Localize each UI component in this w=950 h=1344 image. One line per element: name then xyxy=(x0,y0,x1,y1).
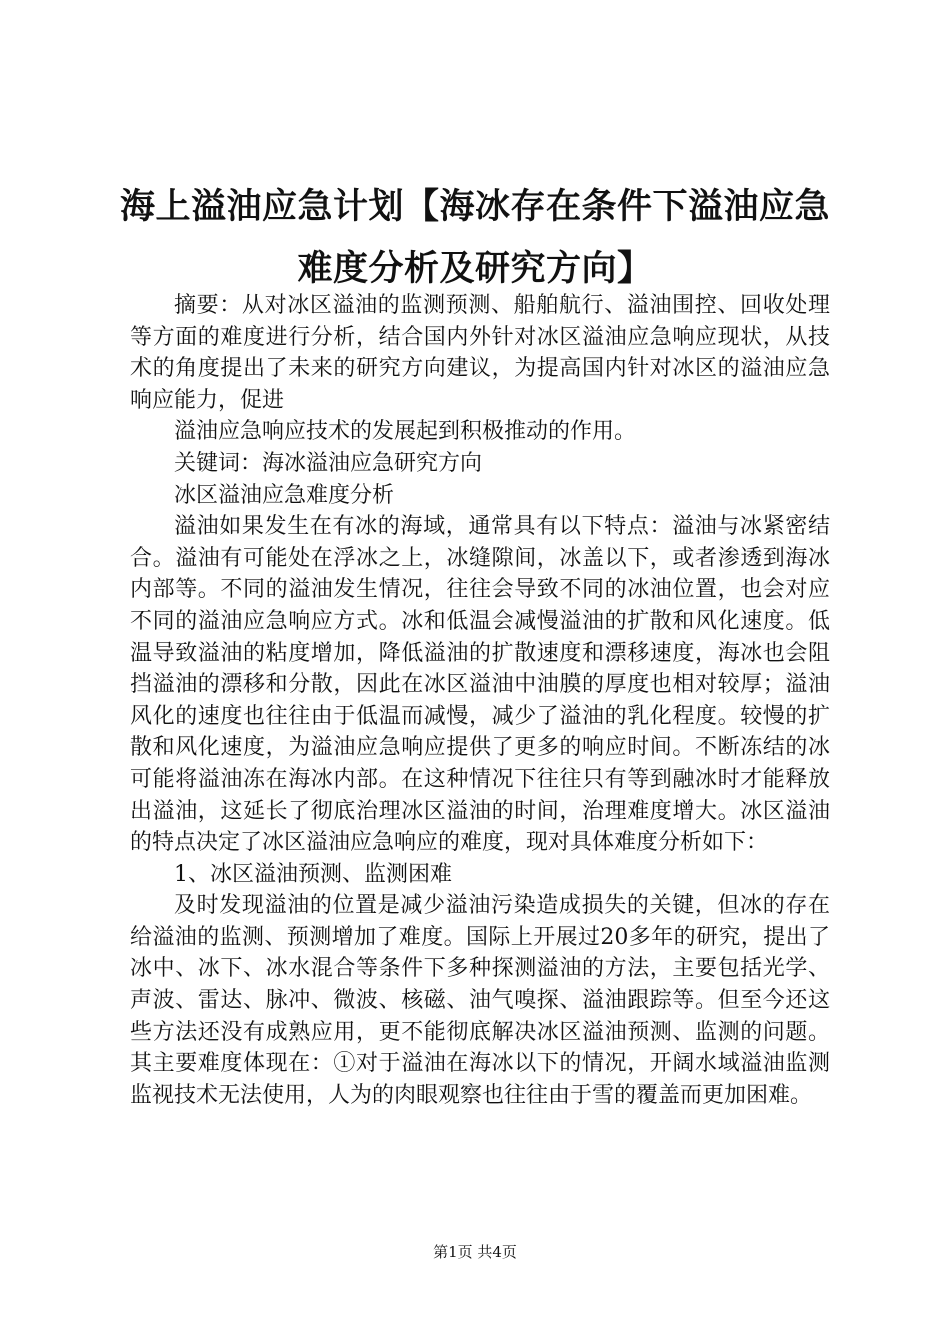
document-body xyxy=(130,290,830,1111)
body-paragraph: 溢油如果发生在有冰的海域，通常具有以下特点：溢油与冰紧密结合。溢油有可能处在浮冰之上，冰缝隙间，冰盖以下，或者渗透到海冰内部等。不同的溢油发生情况，往往会导致不同的冰油位置，也会对应不同的溢油应急响应方式。冰和低温会减慢溢油的扩散和风化速度。低温导致溢油的粘度增加，降低溢油的扩散速度和漂移速度，海冰也会阻挡溢油的漂移和分散，因此在冰区溢油中油膜的厚度也相对较厚；溢油风化的速度也往往由于低温而减慢，减少了溢油的乳化程度。较慢的扩散和风化速度，为溢油应急响应提供了更多的响应时间。不断冻结的冰可能将溢油冻在海冰内部。在这种情况下往往只有等到融冰时才能释放出溢油，这延长了彻底治理冰区溢油的时间，治理难度增大。冰区溢油的特点决定了冰区溢油应急响应的难度，现对具体难度分析如下： xyxy=(130,514,830,856)
abstract-paragraph: 摘要：从对冰区溢油的监测预测、船舶航行、溢油围控、回收处理等方面的难度进行分析，结合国内外针对冰区溢油应急响应现状，从技术的角度提出了未来的研究方向建议，为提高国内针对冰区的溢油应急响应能力，促进 xyxy=(130,293,830,413)
abstract-continuation: 溢油应急响应技术的发展起到积极推动的作用。 xyxy=(174,419,637,445)
subsection-heading: 1、冰区溢油预测、监测困难 xyxy=(174,861,452,887)
keywords-line: 关键词：海冰溢油应急研究方向 xyxy=(174,450,483,476)
section-heading: 冰区溢油应急难度分析 xyxy=(174,482,395,508)
page-number-footer: 第1页 共4页 xyxy=(433,1243,517,1261)
document-title: 海上溢油应急计划【海冰存在条件下溢油应急难度分析及研究方向】 xyxy=(120,187,831,289)
body-paragraph: 及时发现溢油的位置是减少溢油污染造成损失的关键，但冰的存在给溢油的监测、预测增加了难度。国际上开展过20多年的研究，提出了冰中、冰下、冰水混合等条件下多种探测溢油的方法，主要包括光学、声波、雷达、脉冲、微波、核磁、油气嗅探、溢油跟踪等。但至今还这些方法还没有成熟应用，更不能彻底解决冰区溢油预测、监测的问题。其主要难度体现在：①对于溢油在海冰以下的情况，开阔水域溢油监测监视技术无法使用，人为的肉眼观察也往往由于雪的覆盖而更加困难。 xyxy=(130,893,830,1108)
